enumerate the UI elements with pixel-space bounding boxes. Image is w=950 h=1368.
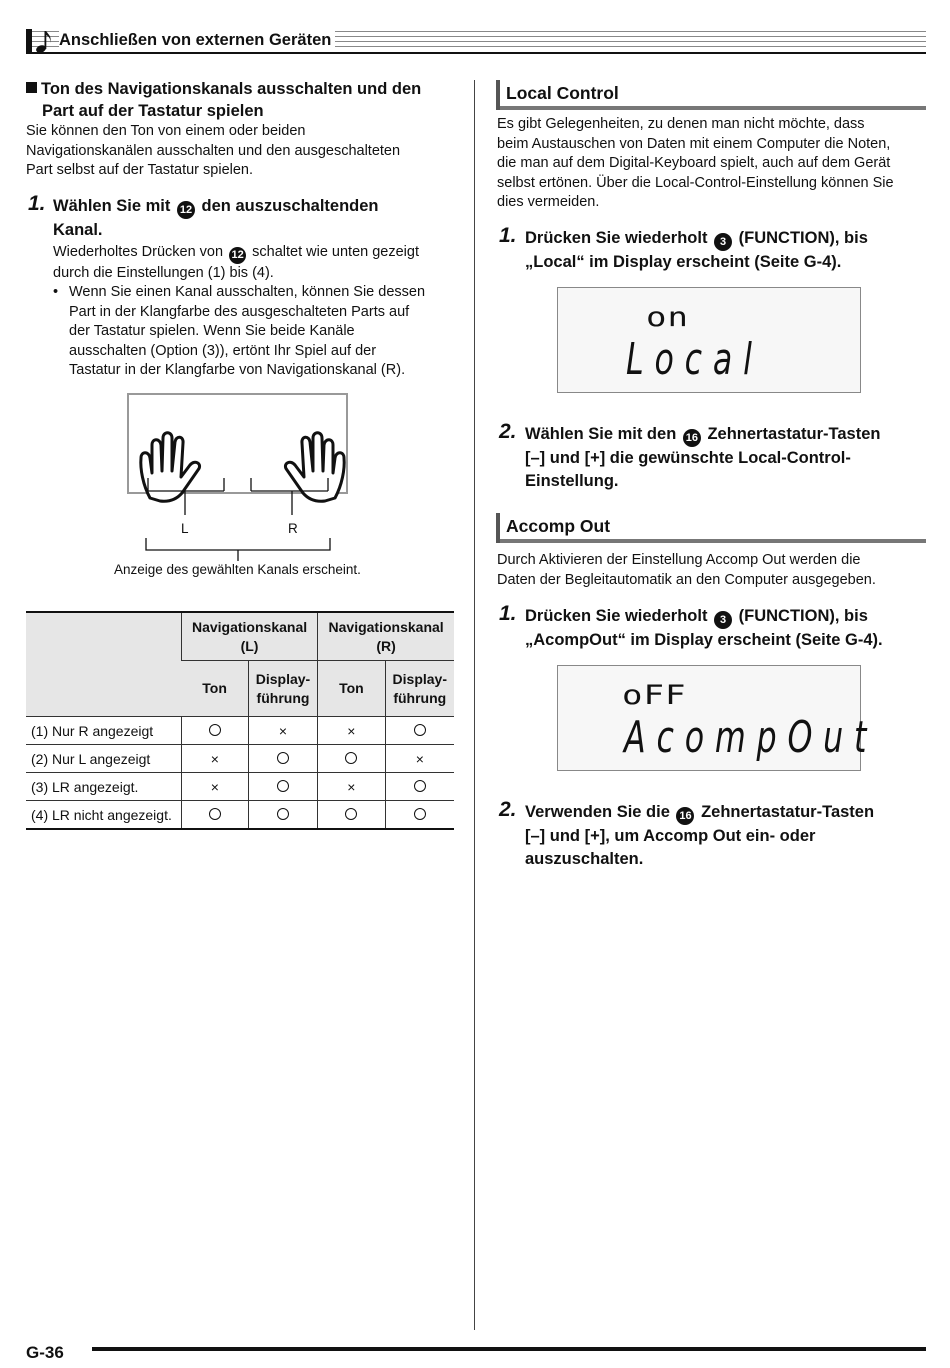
lcd-label: Local — [626, 334, 763, 385]
table-cell — [181, 801, 248, 830]
table-cell — [385, 773, 454, 801]
table-row-label: (2) Nur L angezeigt — [26, 745, 181, 773]
hands-illustration — [110, 393, 350, 573]
table-cell — [385, 717, 454, 745]
table-cell — [385, 801, 454, 830]
table-row — [26, 773, 454, 801]
table-cell — [181, 717, 248, 745]
circle-mark-icon — [209, 808, 221, 820]
circle-mark-icon — [277, 752, 289, 764]
lcd-value: on — [646, 302, 689, 334]
lcd-label: AcompOut — [624, 712, 878, 763]
key-3-icon: 3 — [714, 611, 732, 629]
lcd-value: oFF — [622, 680, 687, 712]
step-text: Drücken Sie wiederholt 3 (FUNCTION), bis „Local“ im Display erscheint (Seite G-4). — [525, 229, 868, 271]
table-row — [26, 745, 454, 773]
local-intro: Es gibt Gelegenheiten, zu denen man nicht möchte, dass beim Austauschen von Daten mit einem Computer die Noten, die man auf dem Digital-Keyboard spielt, auch auf dem Gerät selbst ertönen. Über die Local-Control-Einstellung können Sie dies vermeiden. — [497, 116, 894, 211]
step-text: Verwenden Sie die 16 Zehnertastatur-Tasten [–] und [+], um Accomp Out ein- oder auszuschalten. — [525, 803, 875, 868]
cross-mark-icon: × — [210, 778, 219, 795]
cross-mark-icon: × — [347, 722, 356, 739]
step-description: Wiederholtes Drücken von 12 schaltet wie unten gezeigt durch die Einstellungen (1) bis (4). — [53, 244, 419, 281]
table-cell — [318, 745, 385, 773]
key-12-icon: 12 — [229, 247, 246, 264]
circle-mark-icon — [414, 780, 426, 792]
table-cell — [385, 745, 454, 773]
heading-accomp-out: Accomp Out — [496, 513, 926, 543]
label-r: R — [288, 521, 298, 536]
step-text: Wählen Sie mit den 16 Zehnertastatur-Tasten [–] und [+] die gewünschte Local-Control- Einstellung. — [525, 425, 881, 490]
step-number: 2. — [499, 798, 517, 821]
bullet-note: • Wenn Sie einen Kanal ausschalten, können Sie dessen Part in der Klangfarbe des ausgeschalteten Parts auf der Tastatur spielen. Wenn Sie beide Kanäle ausschalten (Option (3)), ertönt Ihr Spiel auf der Tastatur in der Klangfarbe von Navigationskanal (R). — [53, 284, 426, 379]
key-12-icon: 12 — [177, 201, 195, 219]
section-intro: Sie können den Ton von einem oder beiden Navigationskanälen ausschalten und den ausgeschalteten Part selbst auf der Tastatur spielen. — [26, 123, 401, 179]
table-header-channel-l: Navigationskanal (L) — [181, 612, 317, 661]
table-cell — [248, 801, 317, 830]
page-number: G-36 — [26, 1343, 64, 1362]
table-header-display-l: Display- führung — [248, 661, 317, 717]
key-16-icon: 16 — [676, 807, 694, 825]
table-cell — [181, 745, 248, 773]
key-3-icon: 3 — [714, 233, 732, 251]
circle-mark-icon — [345, 808, 357, 820]
table-header-ton-l: Ton — [181, 661, 248, 717]
footer-rule — [92, 1347, 926, 1351]
table-row — [26, 801, 454, 830]
circle-mark-icon — [345, 752, 357, 764]
step-text: Wählen Sie mit 12 den auszuschaltenden Kanal. — [53, 197, 379, 239]
table-header-ton-r: Ton — [318, 661, 385, 717]
column-divider — [474, 80, 475, 1330]
table-cell — [318, 717, 385, 745]
table-row-label: (1) Nur R angezeigt — [26, 717, 181, 745]
table-cell — [181, 773, 248, 801]
header-title: Anschließen von externen Geräten — [59, 31, 335, 50]
table-row — [26, 717, 454, 745]
circle-mark-icon — [209, 724, 221, 736]
figure-caption: Anzeige des gewählten Kanals erscheint. — [114, 562, 361, 577]
key-16-icon: 16 — [683, 429, 701, 447]
table-row-label: (4) LR nicht angezeigt. — [26, 801, 181, 830]
label-l: L — [181, 521, 189, 536]
cross-mark-icon: × — [347, 778, 356, 795]
table-cell — [248, 717, 317, 745]
table-cell — [318, 773, 385, 801]
table-cell — [248, 773, 317, 801]
circle-mark-icon — [277, 808, 289, 820]
table-row-label: (3) LR angezeigt. — [26, 773, 181, 801]
channel-settings-table — [26, 611, 454, 830]
accomp-intro: Durch Aktivieren der Einstellung Accomp Out werden die Daten der Begleitautomatik an den Computer ausgegeben. — [497, 552, 876, 588]
table-header-channel-r: Navigationskanal (R) — [318, 612, 454, 661]
step-number: 2. — [499, 420, 517, 443]
lcd-display-accomp — [557, 665, 878, 771]
cross-mark-icon: × — [278, 722, 288, 739]
circle-mark-icon — [277, 780, 289, 792]
square-bullet-icon — [26, 82, 37, 93]
music-note-icon — [35, 28, 53, 54]
step-number: 1. — [499, 602, 517, 625]
section-title: Ton des Navigationskanals ausschalten und den Part auf der Tastatur spielen — [26, 78, 466, 122]
step-text: Drücken Sie wiederholt 3 (FUNCTION), bis „AcompOut“ im Display erscheint (Seite G-4). — [525, 607, 883, 649]
cross-mark-icon: × — [210, 750, 219, 767]
table-header-display-r: Display- führung — [385, 661, 454, 717]
step-number: 1. — [28, 192, 46, 215]
table-cell — [318, 801, 385, 830]
heading-local-control: Local Control — [496, 80, 926, 110]
circle-mark-icon — [414, 724, 426, 736]
circle-mark-icon — [414, 808, 426, 820]
lcd-display-local — [557, 287, 861, 393]
header-rule — [32, 52, 926, 54]
cross-mark-icon: × — [415, 750, 424, 767]
table-cell — [248, 745, 317, 773]
step-number: 1. — [499, 224, 517, 247]
table-corner — [26, 612, 181, 717]
